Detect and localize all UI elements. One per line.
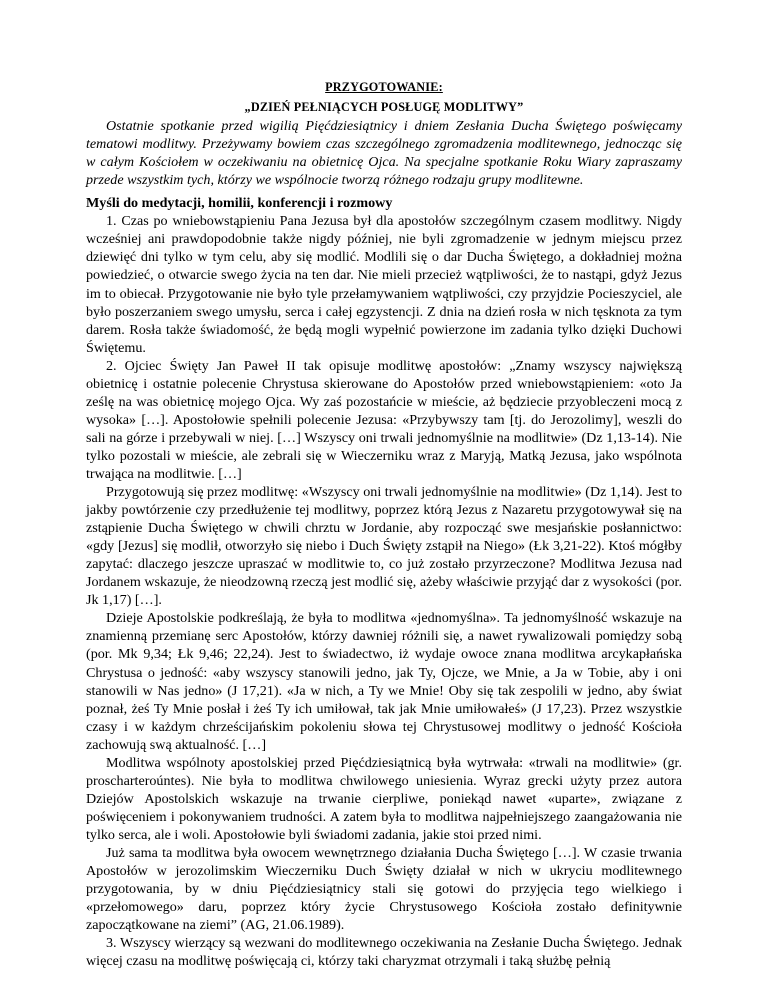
body-paragraph-6: Już sama ta modlitwa była owocem wewnętrznego działania Ducha Świętego […]. W czasie trwania Apostołów w jerozolimskim Wieczerniku Duch Święty działał w nich w ukryciu modlitewnego przygotowania, by w dniu Pięćdziesiątnicy stali się gotowi do przyjęcia tego wielkiego i «przełomowego» daru, poprzez który życie Chrystusowego Kościoła zostało definitywnie zapoczątkowane na ziemi” (AG, 21.06.1989). bbox=[86, 844, 682, 934]
body-paragraph-2: 2. Ojciec Święty Jan Paweł II tak opisuje modlitwę apostołów: „Znamy wszyscy największą obietnicę i ostatnie polecenie Chrystusa skierowane do Apostołów przed wniebowstąpieniem: «oto Ja ześlę na was obietnicę mojego Ojca. Wy zaś pozostańcie w mieście, aż będziecie przyobleczeni mocą z wysoka» […]. Apostołowie spełnili polecenie Jezusa: «Przybywszy tam [tj. do Jerozolimy], weszli do sali na górze i przebywali w niej. […] Wszyscy oni trwali jednomyślnie na modlitwie» (Dz 1,13-14). Nie tylko pozostali w mieście, ale zebrali się w Wieczerniku wraz z Maryją, Matką Jezusa, jako wspólnota trwająca na modlitwie. […] bbox=[86, 357, 682, 482]
body-paragraph-3: Przygotowują się przez modlitwę: «Wszyscy oni trwali jednomyślnie na modlitwie» (Dz 1,14). Jest to jakby powtórzenie czy przedłużenie tej modlitwy, poprzez którą Jezus z Nazaretu przygotowywał się na zstąpienie Ducha Świętego w chwili chrztu w Jordanie, aby rozpocząć swe mesjańskie posłannictwo: «gdy [Jezus] się modlił, otworzyło się niebo i Duch Święty zstąpił na Niego» (Łk 3,21-22). Ktoś mógłby zapytać: dlaczego jeszcze upraszać w modlitwie to, co już zostało przyrzeczone? Modlitwa Jezusa nad Jordanem wskazuje, że nieodzowną rzeczą jest modlić się, ażeby właściwie przyjąć dar z wysokości (por. Jk 1,17) […]. bbox=[86, 484, 682, 609]
body-paragraph-1: 1. Czas po wniebowstąpieniu Pana Jezusa był dla apostołów szczególnym czasem modlitwy. Nigdy wcześniej ani prawdopodobnie także nigdy później, nie byli zgromadzenie w jednym miejscu przez dziewięć dni tylko w tym celu, aby się modlić. Modlili się o dar Ducha Świętego, a dokładniej można powiedzieć, o otwarcie swego życia na ten dar. Nie mieli przecież wątpliwości, że to nastąpi, gdyż Jezus im to obiecał. Przygotowanie nie było tyle przełamywaniem wątpliwości, czy przyjdzie Pocieszyciel, ale było poszerzaniem swego umysłu, serca i całej egzystencji. Z dnia na dzień rosła w nich tęsknota za tym darem. Rosła także świadomość, że będą mogli wypełnić powierzone im zadania tylko dzięki Duchowi Świętemu. bbox=[86, 213, 682, 356]
heading-line-1: PRZYGOTOWANIE: bbox=[325, 80, 443, 94]
body-paragraph-4: Dzieje Apostolskie podkreślają, że była to modlitwa «jednomyślna». Ta jednomyślność wskazuje na znamienną przemianę serc Apostołów, którzy dawniej różnili się, a nawet rywalizowali pomiędzy sobą (por. Mk 9,34; Łk 9,46; 22,24). Jest to świadectwo, iż wydaje owoce znana modlitwa arcykapłańska Chrystusa o jedność: «aby wszyscy stanowili jedno, jak Ty, Ojcze, we Mnie, a Ja w Tobie, aby i oni stanowili w Nas jedno» (J 17,21). «Ja w nich, a Ty we Mnie! Oby się tak zespolili w jedno, aby świat poznał, żeś Ty Mnie posłał i żeś Ty ich umiłował, tak jak Mnie umiłowałeś» (J 17,23). Przez wszystkie czasy i w każdym chrześcijańskim pokoleniu słowa tej Chrystusowej modlitwy o jedność Kościoła zachowują swą aktualność. […] bbox=[86, 610, 682, 753]
heading-line-2: „DZIEŃ PEŁNIĄCYCH POSŁUGĘ MODLITWY” bbox=[244, 100, 524, 115]
body-paragraph-5: Modlitwa wspólnoty apostolskiej przed Pięćdziesiątnicą była wytrwała: «trwali na modlitwie» (gr. proscharteroúntes). Nie była to modlitwa chwilowego uniesienia. Wyraz grecki użyty przez autora Dziejów Apostolskich wskazuje na trwanie cierpliwe, poniekąd nawet «uparte», związane z poświęceniem i pokonywaniem trudności. A zatem była to modlitwa najpełniejszego zaangażowania nie tylko serca, ale i woli. Apostołowie byli świadomi zadania, jakie stoi przed nimi. bbox=[86, 754, 682, 843]
intro-paragraph: Ostatnie spotkanie przed wigilią Pięćdziesiątnicy i dniem Zesłania Ducha Świętego poświęcamy tematowi modlitwy. Przeżywamy bowiem czas szczególnego zgromadzenia modlitewnego, jednocząc się w całym Kościołem w oczekiwaniu na obietnicę Ojca. Na specjalne spotkanie Roku Wiary zapraszamy przede wszystkim tych, którzy we wspólnocie tworzą różnego rodzaju grupy modlitewne. bbox=[86, 118, 682, 189]
section-heading: Myśli do medytacji, homilii, konferencji i rozmowy bbox=[86, 195, 393, 212]
body-paragraph-7: 3. Wszyscy wierzący są wezwani do modlitewnego oczekiwania na Zesłanie Ducha Świętego. Jednak więcej czasu na modlitwę poświęcają ci, którzy taki charyzmat otrzymali i taką służbę pełnią bbox=[86, 935, 682, 970]
